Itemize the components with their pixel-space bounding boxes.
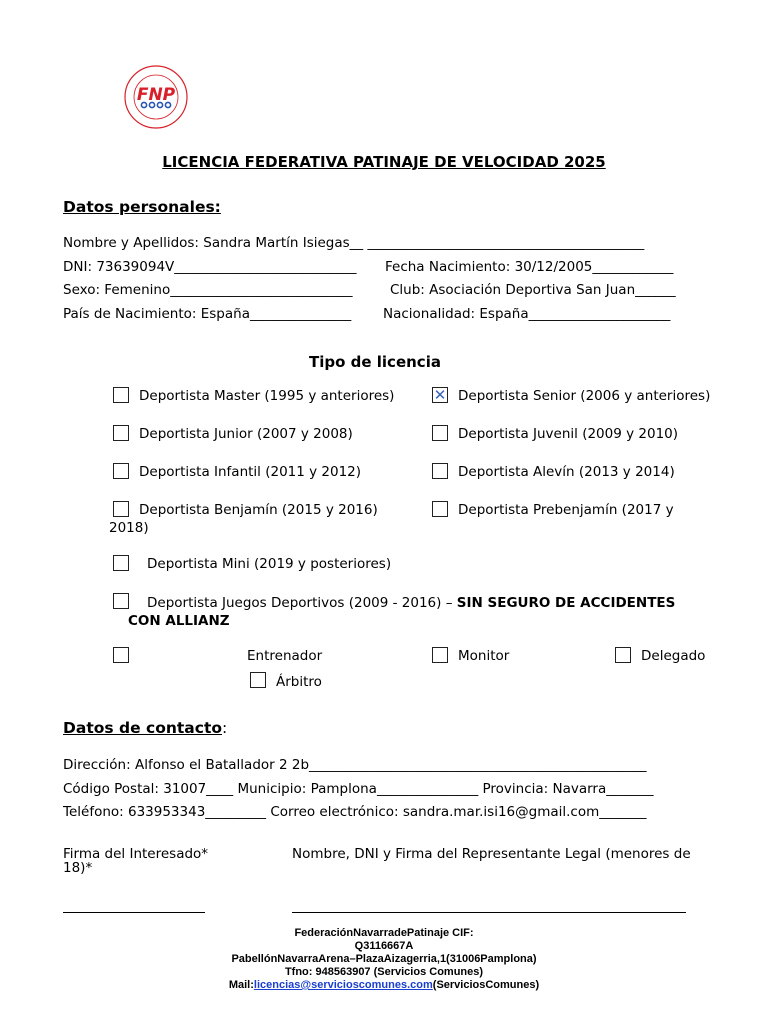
signature-line-representative[interactable] bbox=[292, 912, 686, 913]
signature-representative-label-end: 18)* bbox=[63, 860, 93, 876]
option-master-label: Deportista Master (1995 y anteriores) bbox=[139, 388, 395, 404]
postal-field[interactable]: Código Postal: 31007____ Municipio: Pamplona_______________ Provincia: Navarra_______ bbox=[63, 781, 654, 797]
role-delegado-label: Delegado bbox=[641, 648, 706, 664]
checkbox-alevin[interactable] bbox=[432, 463, 448, 479]
club-field[interactable]: Club: Asociación Deportiva San Juan______ bbox=[390, 282, 676, 298]
federation-logo bbox=[118, 64, 198, 134]
option-juegos-warning: SIN SEGURO DE ACCIDENTES bbox=[456, 595, 676, 611]
contact-heading-colon: : bbox=[222, 719, 228, 737]
personal-data-heading: Datos personales: bbox=[63, 198, 221, 216]
address-field[interactable]: Dirección: Alfonso el Batallador 2 2b__________________________________________________ bbox=[63, 757, 647, 773]
signature-interested-label: Firma del Interesado* bbox=[63, 846, 209, 862]
signature-line-interested[interactable] bbox=[63, 912, 205, 913]
option-alevin-label: Deportista Alevín (2013 y 2014) bbox=[458, 464, 675, 480]
option-benjamin-label: Deportista Benjamín (2015 y 2016) bbox=[139, 502, 378, 518]
checkbox-master[interactable] bbox=[113, 387, 129, 403]
document-title: LICENCIA FEDERATIVA PATINAJE DE VELOCIDAD 2025 bbox=[162, 153, 606, 171]
contact-heading-text: Datos de contacto bbox=[63, 719, 222, 737]
checkbox-monitor[interactable] bbox=[432, 647, 448, 663]
contact-heading bbox=[63, 719, 227, 737]
checkbox-senior[interactable] bbox=[432, 387, 448, 403]
option-juvenil-label: Deportista Juvenil (2009 y 2010) bbox=[458, 426, 679, 442]
footer-mail-link[interactable]: licencias@servicioscomunes.com bbox=[253, 979, 433, 991]
option-juegos-text: Deportista Juegos Deportivos (2009 - 2016) – bbox=[147, 595, 453, 611]
footer-cif: Q3116667A bbox=[354, 940, 414, 952]
checkbox-infantil[interactable] bbox=[113, 463, 129, 479]
sex-field[interactable]: Sexo: Femenino___________________________ bbox=[63, 282, 353, 298]
logo-initials: FNP bbox=[136, 85, 176, 105]
signature-representative-label: Nombre, DNI y Firma del Representante Legal (menores de bbox=[292, 846, 691, 862]
checkbox-delegado[interactable] bbox=[615, 647, 631, 663]
name-field[interactable]: Nombre y Apellidos: Sandra Martín Isiegas__ _________________________________________ bbox=[63, 235, 645, 251]
footer-mail bbox=[0, 979, 768, 992]
option-infantil-label: Deportista Infantil (2011 y 2012) bbox=[139, 464, 362, 480]
option-junior-label: Deportista Junior (2007 y 2008) bbox=[139, 426, 353, 442]
footer-federation: FederaciónNavarradePatinaje CIF: bbox=[294, 927, 474, 939]
license-type-heading: Tipo de licencia bbox=[309, 353, 441, 371]
option-juegos-label bbox=[147, 595, 675, 611]
phone-email-field[interactable]: Teléfono: 633953343_________ Correo electrónico: sandra.mar.isi16@gmail.com_______ bbox=[63, 804, 647, 820]
checkbox-entrenador[interactable] bbox=[113, 647, 129, 663]
footer-mail-suffix: (ServiciosComunes) bbox=[432, 979, 540, 991]
option-prebenjamin-label-end: 2018) bbox=[109, 520, 149, 536]
checkbox-prebenjamin[interactable] bbox=[432, 501, 448, 517]
footer bbox=[0, 927, 768, 992]
role-monitor-label: Monitor bbox=[458, 648, 510, 664]
checkbox-arbitro[interactable] bbox=[250, 672, 266, 688]
footer-mail-prefix: Mail: bbox=[228, 979, 254, 991]
option-juegos-warning-end: CON ALLIANZ bbox=[128, 613, 230, 629]
footer-phone: Tfno: 948563907 (Servicios Comunes) bbox=[284, 966, 484, 978]
nationality-field[interactable]: Nacionalidad: España_____________________ bbox=[383, 306, 671, 322]
checkbox-mini[interactable] bbox=[113, 555, 129, 571]
birthdate-field[interactable]: Fecha Nacimiento: 30/12/2005____________ bbox=[385, 259, 674, 275]
option-senior-label: Deportista Senior (2006 y anteriores) bbox=[458, 388, 711, 404]
checkbox-benjamin[interactable] bbox=[113, 501, 129, 517]
role-entrenador-label: Entrenador bbox=[247, 648, 323, 664]
role-arbitro-label: Árbitro bbox=[276, 674, 322, 690]
checkbox-juegos-deportivos[interactable] bbox=[113, 593, 129, 609]
option-mini-label: Deportista Mini (2019 y posteriores) bbox=[147, 556, 392, 572]
birth-country-field[interactable]: País de Nacimiento: España_______________ bbox=[63, 306, 352, 322]
footer-address: PabellónNavarraArena–PlazaAizagerria,1(31006Pamplona) bbox=[231, 953, 537, 965]
checkbox-juvenil[interactable] bbox=[432, 425, 448, 441]
dni-field[interactable]: DNI: 73639094V___________________________ bbox=[63, 259, 357, 275]
option-prebenjamin-label: Deportista Prebenjamín (2017 y bbox=[458, 502, 674, 518]
checkbox-junior[interactable] bbox=[113, 425, 129, 441]
